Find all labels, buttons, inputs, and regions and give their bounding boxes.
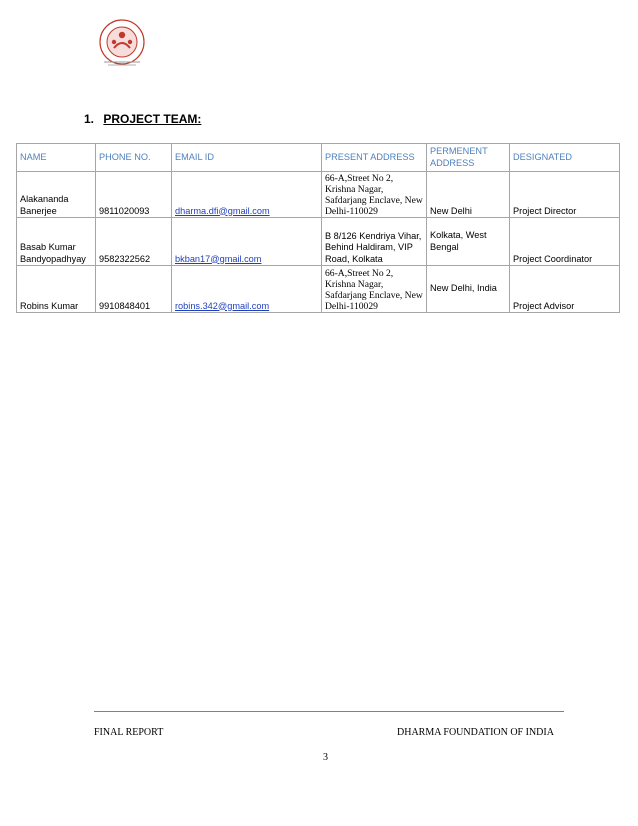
- project-team-table: [16, 143, 620, 313]
- dharma-foundation-logo: [90, 18, 154, 70]
- cell-email[interactable]: [172, 266, 322, 313]
- header-designation: DESIGNATED: [510, 144, 620, 172]
- section-title: PROJECT TEAM:: [103, 112, 202, 126]
- table-row: [17, 266, 620, 313]
- cell-name: Alakananda Banerjee: [17, 172, 96, 218]
- cell-designation: Project Coordinator: [510, 218, 620, 266]
- cell-present-address: B 8/126 Kendriya Vihar, Behind Haldiram, VIP Road, Kolkata: [322, 218, 427, 266]
- footer-organization: DHARMA FOUNDATION OF INDIA: [397, 727, 554, 738]
- cell-phone: 9910848401: [96, 266, 172, 313]
- header-name: NAME: [17, 144, 96, 172]
- cell-permanent-address: Kolkata, West Bengal: [427, 218, 510, 266]
- cell-permanent-address: New Delhi, India: [427, 266, 510, 313]
- cell-designation: Project Director: [510, 172, 620, 218]
- cell-phone: 9811020093: [96, 172, 172, 218]
- header-present-address: PRESENT ADDRESS: [322, 144, 427, 172]
- cell-email[interactable]: [172, 218, 322, 266]
- table-row: [17, 172, 620, 218]
- table-header-row: [17, 144, 620, 172]
- header-email: EMAIL ID: [172, 144, 322, 172]
- footer-divider: [94, 711, 564, 712]
- cell-email[interactable]: [172, 172, 322, 218]
- cell-designation: Project Advisor: [510, 266, 620, 313]
- section-heading: [84, 112, 201, 126]
- cell-name: Basab Kumar Bandyopadhyay: [17, 218, 96, 266]
- footer-report-label: FINAL REPORT: [94, 727, 164, 738]
- page-number: 3: [323, 752, 328, 763]
- header-phone: PHONE NO.: [96, 144, 172, 172]
- cell-name: Robins Kumar: [17, 266, 96, 313]
- section-number: 1.: [84, 112, 95, 126]
- cell-present-address: 66-A,Street No 2, Krishna Nagar, Safdarjang Enclave, New Delhi-110029: [322, 266, 427, 313]
- email-link[interactable]: robins.342@gmail.com: [175, 300, 270, 311]
- cell-permanent-address: New Delhi: [427, 172, 510, 218]
- cell-phone: 9582322562: [96, 218, 172, 266]
- email-link[interactable]: bkban17@gmail.com: [175, 253, 262, 264]
- header-permanent-address: PERMENENT ADDRESS: [427, 144, 510, 172]
- table-row: [17, 218, 620, 266]
- cell-present-address: 66-A,Street No 2, Krishna Nagar, Safdarjang Enclave, New Delhi-110029: [322, 172, 427, 218]
- email-link[interactable]: dharma.dfi@gmail.com: [175, 205, 270, 216]
